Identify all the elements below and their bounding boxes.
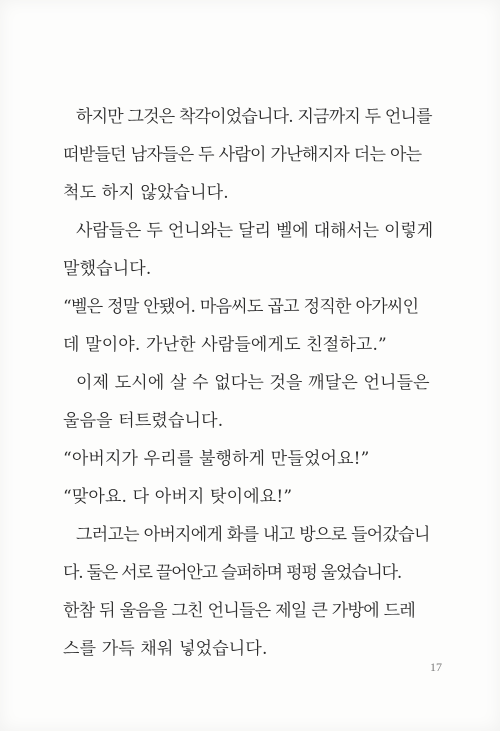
text-line: “맞아요. 다 아버지 탓이에요!” — [63, 487, 293, 507]
text-line: 이제 도시에 살 수 없다는 것을 깨달은 언니들은 — [76, 373, 430, 393]
text-line: “벨은 정말 안됐어. 마음씨도 곱고 정직한 아가씨인 — [63, 297, 419, 317]
text-line: 데 말이야. 가난한 사람들에게도 친절하고.” — [63, 335, 387, 355]
text-line: 울음을 터트렸습니다. — [63, 411, 224, 431]
text-line: 다. 둘은 서로 끌어안고 슬퍼하며 펑펑 울었습니다. — [63, 563, 402, 583]
page-number: 17 — [430, 660, 442, 674]
text-line: 그러고는 아버지에게 화를 내고 방으로 들어갔습니 — [76, 525, 430, 545]
text-line: 떠받들던 남자들은 두 사람이 가난해지자 더는 아는 — [63, 145, 422, 165]
text-line: 한참 뒤 울음을 그친 언니들은 제일 큰 가방에 드레 — [63, 601, 416, 621]
text-line: 말했습니다. — [63, 259, 152, 279]
text-line: 스를 가득 채워 넣었습니다. — [63, 639, 268, 659]
text-line: 사람들은 두 언니와는 달리 벨에 대해서는 이렇게 — [76, 221, 433, 241]
text-line: “아버지가 우리를 불행하게 만들었어요!” — [63, 449, 370, 469]
body-text — [63, 98, 433, 668]
text-line: 척도 하지 않았습니다. — [63, 183, 229, 203]
text-line: 하지만 그것은 착각이었습니다. 지금까지 두 언니를 — [76, 107, 432, 127]
